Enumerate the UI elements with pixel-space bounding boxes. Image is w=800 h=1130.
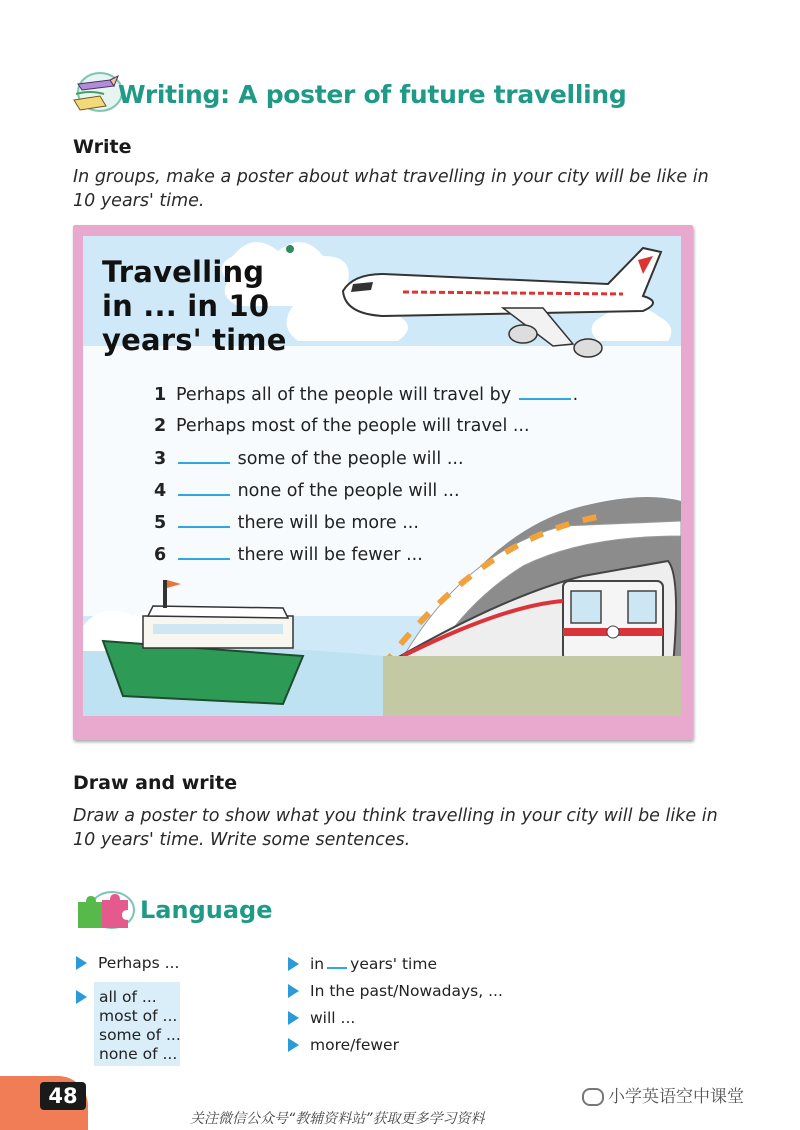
language-box-item: some of ... bbox=[99, 1026, 181, 1044]
bullet-arrow-icon bbox=[76, 990, 87, 1004]
language-more-fewer: more/fewer bbox=[310, 1036, 399, 1054]
wechat-icon bbox=[582, 1088, 604, 1106]
poster-line-6: 6 there will be fewer ... bbox=[154, 545, 423, 565]
draw-write-heading: Draw and write bbox=[73, 772, 238, 794]
write-heading: Write bbox=[73, 136, 132, 158]
answer-blank[interactable] bbox=[178, 544, 230, 560]
bullet-arrow-icon bbox=[288, 1011, 299, 1025]
draw-write-instruction-line2: 10 years' time. Write some sentences. bbox=[73, 830, 411, 850]
bullet-arrow-icon bbox=[288, 1038, 299, 1052]
watermark-bottom: 关注微信公众号“教辅资料站”获取更多学习资料 bbox=[190, 1111, 485, 1127]
poster-title-line1: Travelling bbox=[102, 255, 265, 289]
poster-line-4: 4 none of the people will ... bbox=[154, 481, 460, 501]
language-past-nowadays: In the past/Nowadays, ... bbox=[310, 982, 503, 1000]
puzzle-icon bbox=[72, 890, 136, 930]
poster-line-3: 3 some of the people will ... bbox=[154, 449, 464, 469]
write-instruction-line2: 10 years' time. bbox=[73, 191, 205, 211]
bullet-arrow-icon bbox=[288, 984, 299, 998]
watermark-right: 小学英语空中课堂 bbox=[582, 1082, 744, 1107]
poster-line-1: 1 Perhaps all of the people will travel by . bbox=[154, 385, 579, 405]
poster-lines bbox=[154, 384, 674, 584]
language-box-item: all of ... bbox=[99, 988, 157, 1006]
bullet-arrow-icon bbox=[288, 957, 299, 971]
language-title: Language bbox=[140, 896, 273, 924]
poster-title-line2: in ... in 10 bbox=[102, 289, 270, 323]
poster-title-line3: years' time bbox=[102, 323, 287, 357]
write-instruction-line1: In groups, make a poster about what travelling in your city will be like in bbox=[73, 167, 709, 187]
language-perhaps: Perhaps ... bbox=[98, 954, 180, 972]
language-box-item: most of ... bbox=[99, 1007, 178, 1025]
language-in-years: in years' time bbox=[310, 955, 438, 973]
answer-blank bbox=[327, 955, 347, 969]
poster-line-5: 5 there will be more ... bbox=[154, 513, 419, 533]
language-box-item: none of ... bbox=[99, 1045, 178, 1063]
page-title: Writing: A poster of future travelling bbox=[118, 80, 627, 109]
pen-book-icon bbox=[70, 70, 122, 114]
answer-blank[interactable] bbox=[178, 480, 230, 496]
page-number: 48 bbox=[40, 1082, 86, 1110]
language-will: will ... bbox=[310, 1009, 356, 1027]
draw-write-instruction-line1: Draw a poster to show what you think travelling in your city will be like in bbox=[73, 806, 718, 826]
bullet-arrow-icon bbox=[76, 956, 87, 970]
answer-blank[interactable] bbox=[178, 512, 230, 528]
poster-line-2: 2 Perhaps most of the people will travel ... bbox=[154, 416, 530, 436]
answer-blank[interactable] bbox=[519, 384, 571, 400]
answer-blank[interactable] bbox=[178, 448, 230, 464]
poster-title bbox=[102, 255, 287, 357]
